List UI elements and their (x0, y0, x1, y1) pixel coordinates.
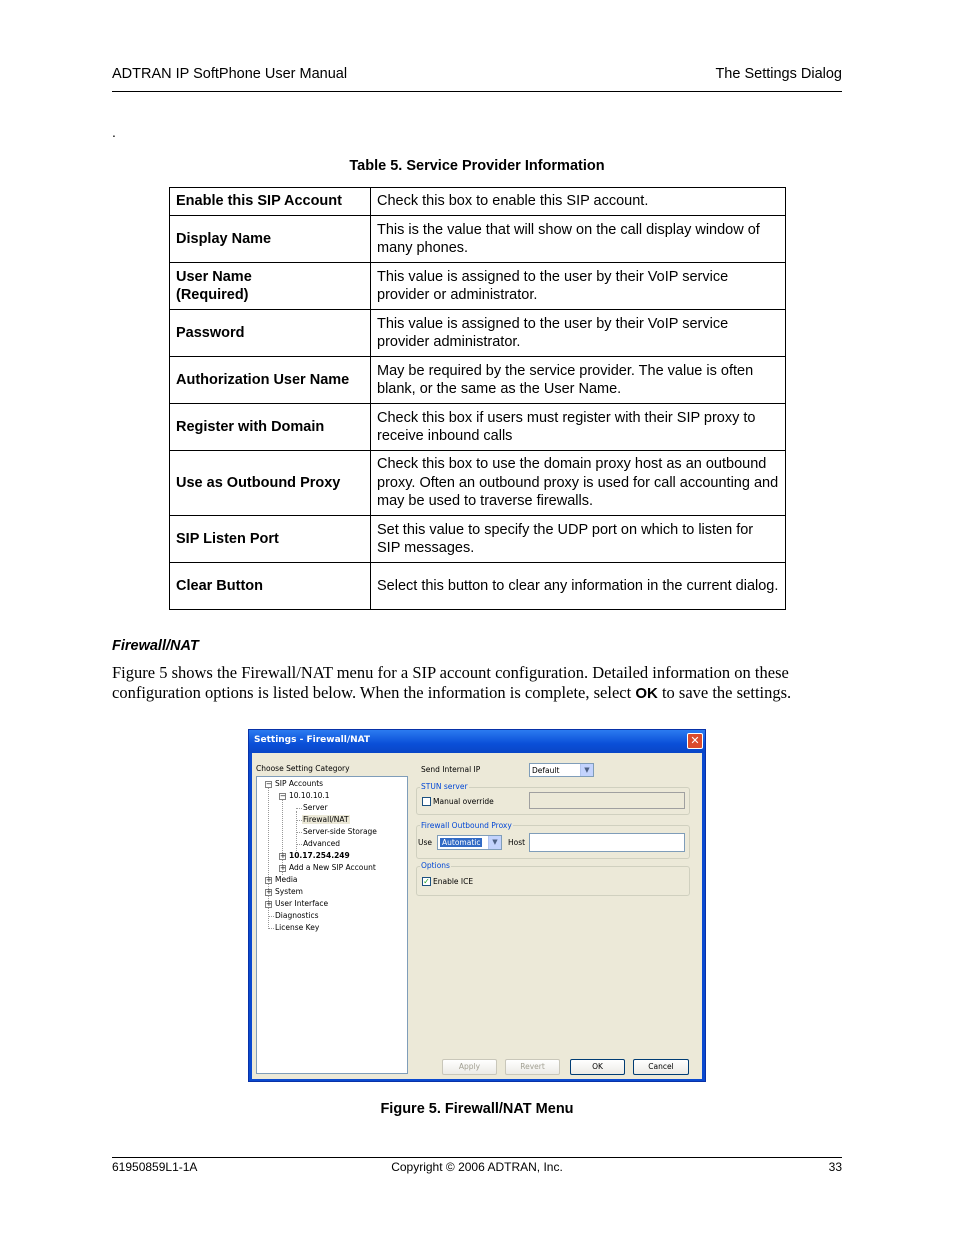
section-paragraph (112, 663, 791, 704)
table-value: May be required by the service provider. The value is often blank, or the same as the User Name. (371, 357, 786, 404)
paragraph-text: to save the settings. (657, 683, 792, 702)
table-value: This is the value that will show on the call display window of many phones. (371, 216, 786, 263)
dialog-title: Settings - Firewall/NAT (254, 735, 371, 745)
enable-ice-label: Enable ICE (433, 877, 474, 886)
footer-doc-number: 61950859L1-1A (112, 1160, 198, 1174)
header-rule (112, 91, 842, 92)
footer-rule (112, 1157, 842, 1158)
table-row (170, 563, 786, 610)
tree-item-sip-accounts[interactable]: SIP Accounts (275, 779, 324, 788)
apply-button[interactable]: Apply (442, 1059, 497, 1075)
tree-item-firewall-nat[interactable]: Firewall/NAT (303, 815, 349, 824)
tree-connector (296, 811, 297, 851)
use-value: Automatic (442, 838, 481, 847)
send-internal-ip-select[interactable] (529, 763, 594, 777)
settings-dialog (248, 729, 706, 1082)
chevron-down-icon: ▼ (580, 764, 593, 776)
expand-icon[interactable]: + (266, 900, 272, 908)
table-key-note: (Required) (176, 287, 249, 303)
manual-override-label: Manual override (433, 797, 494, 806)
outbound-proxy-label: Firewall Outbound Proxy (421, 821, 512, 830)
table-value: Set this value to specify the UDP port on which to listen for SIP messages. (371, 516, 786, 563)
table-key: Password (170, 310, 371, 357)
tree-item-storage[interactable]: Server-side Storage (303, 827, 377, 836)
cancel-button[interactable]: Cancel (633, 1059, 689, 1075)
section-heading: Firewall/NAT (112, 638, 199, 654)
header-section: The Settings Dialog (715, 66, 842, 82)
tree-item-diagnostics[interactable]: Diagnostics (275, 911, 319, 920)
table-row (170, 216, 786, 263)
table-key-cell (170, 263, 371, 310)
category-tree[interactable] (256, 776, 408, 1074)
send-internal-ip-label: Send Internal IP (421, 765, 481, 774)
paragraph-line: Figure 5 shows the Firewall/NAT menu for a SIP account configuration. Detailed information on these (112, 663, 789, 682)
tree-item-account[interactable]: 10.10.10.1 (289, 791, 330, 800)
table-value: This value is assigned to the user by their VoIP service provider or administrator. (371, 263, 786, 310)
host-input[interactable] (529, 833, 685, 852)
tree-item-user-interface[interactable]: User Interface (275, 899, 329, 908)
tree-connector (296, 844, 302, 845)
dialog-titlebar (249, 730, 705, 753)
send-internal-ip-value: Default (532, 766, 560, 775)
header-title: ADTRAN IP SoftPhone User Manual (112, 66, 348, 82)
tree-item-advanced[interactable]: Advanced (303, 839, 341, 848)
table-key: SIP Listen Port (170, 516, 371, 563)
tree-item-media[interactable]: Media (275, 875, 298, 884)
tree-item-system[interactable]: System (275, 887, 303, 896)
expand-icon[interactable]: + (266, 888, 272, 896)
table-row (170, 451, 786, 516)
table-key: User Name (176, 268, 252, 285)
table-value: Check this box to use the domain proxy host as an outbound proxy. Often an outbound proxy is used for call accounting and may be used to traverse firewalls. (371, 451, 786, 516)
expand-icon[interactable]: + (280, 864, 286, 872)
close-icon[interactable]: ✕ (687, 733, 703, 749)
tree-item-add-account[interactable]: Add a New SIP Account (289, 863, 376, 872)
table-value: Check this box if users must register with their SIP proxy to receive inbound calls (371, 404, 786, 451)
table-caption: Table 5. Service Provider Information (349, 158, 605, 174)
chevron-down-icon: ▼ (488, 836, 501, 849)
expand-icon[interactable]: + (280, 852, 286, 860)
page-number: 33 (828, 1160, 842, 1174)
table-key: Clear Button (170, 563, 371, 610)
figure-caption: Figure 5. Firewall/NAT Menu (380, 1101, 574, 1117)
stun-server-label: STUN server (421, 782, 468, 791)
tree-connector (296, 832, 302, 833)
service-provider-table (169, 187, 786, 610)
ok-button[interactable]: OK (570, 1059, 625, 1075)
table-row (170, 404, 786, 451)
tree-item-server[interactable]: Server (303, 803, 328, 812)
collapse-icon[interactable]: − (266, 780, 272, 788)
table-key: Use as Outbound Proxy (170, 451, 371, 516)
ok-emphasis: OK (635, 685, 658, 702)
table-key: Enable this SIP Account (170, 188, 371, 216)
table-row (170, 516, 786, 563)
paragraph-line (112, 683, 791, 704)
table-key: Display Name (170, 216, 371, 263)
paragraph-text: configuration options is listed below. When the information is complete, select (112, 683, 636, 702)
options-label: Options (421, 861, 450, 870)
revert-button[interactable]: Revert (505, 1059, 560, 1075)
tree-connector (268, 916, 274, 917)
tree-connector (296, 808, 302, 809)
tree-item-account[interactable]: 10.17.254.249 (289, 851, 350, 860)
use-label: Use (418, 838, 433, 847)
tree-connector (268, 928, 274, 929)
table-row (170, 357, 786, 404)
table-row (170, 263, 786, 310)
table-value: Check this box to enable this SIP account. (371, 188, 786, 216)
category-label: Choose Setting Category (256, 764, 350, 773)
stun-server-field[interactable] (529, 792, 685, 809)
table-value: This value is assigned to the user by their VoIP service provider administrator. (371, 310, 786, 357)
collapse-icon[interactable]: − (280, 792, 286, 800)
table-value: Select this button to clear any information in the current dialog. (371, 563, 786, 610)
use-select[interactable] (437, 835, 502, 850)
table-row (170, 310, 786, 357)
table-row (170, 188, 786, 216)
dialog-body (252, 753, 702, 1079)
enable-ice-checkbox[interactable]: ✓ (423, 877, 430, 886)
expand-icon[interactable]: + (266, 876, 272, 884)
manual-override-checkbox[interactable] (422, 797, 431, 806)
footer-copyright: Copyright © 2006 ADTRAN, Inc. (391, 1160, 563, 1174)
tree-item-license-key[interactable]: License Key (275, 923, 320, 932)
table-key: Register with Domain (170, 404, 371, 451)
stray-dot: . (112, 124, 116, 140)
host-label: Host (508, 838, 526, 847)
table-key: Authorization User Name (170, 357, 371, 404)
